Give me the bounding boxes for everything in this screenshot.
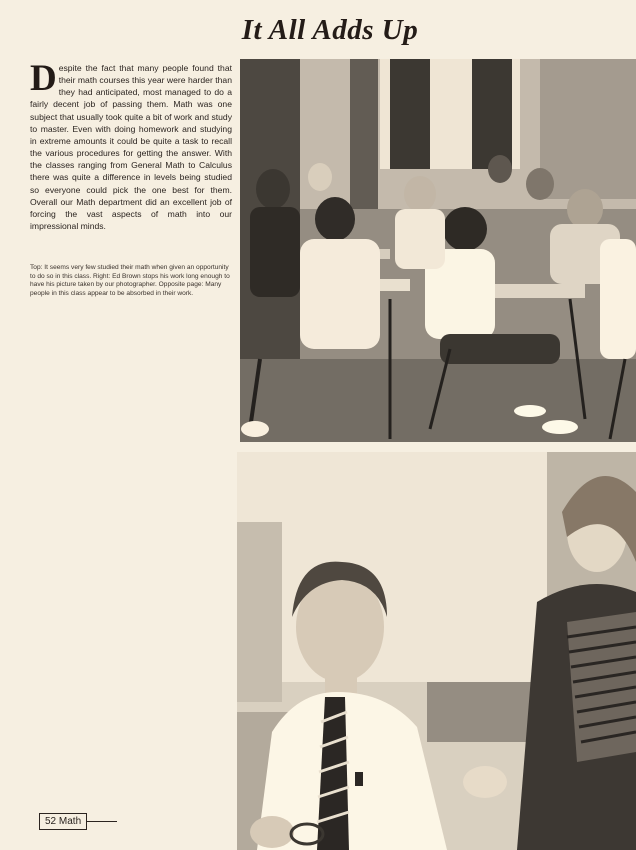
drop-cap: D [30, 58, 57, 99]
body-text [30, 58, 232, 232]
teacher-portrait-image [237, 452, 636, 850]
body-paragraph: espite the fact that many people found that their math courses this year were harder than they had anticipated, most managed to do a fairly decent job of passing them. Math was one subject that usually took quite a bit of work and study to master. Even with doing homework and studying in extreme amounts it could be quite a task to recall the various procedures for getting the answer. With the classes ranging from General Math to Calculus there was quite a difference in levels being studied so everyone could pick the one best for them. Overall our Math department did an excellent job of forcing the vast aspects of math into our impressional minds. [30, 63, 232, 232]
page-folio [39, 811, 117, 832]
teacher-portrait-photo [237, 452, 636, 850]
folio-label [39, 813, 87, 830]
folio-section-name: Math [58, 816, 82, 827]
folio-page-number: 52 [45, 816, 57, 827]
photo-caption: Top: It seems very few studied their math when given an opportunity to do so in this class. Right: Ed Brown stops his work long enough to have his picture taken by our photographer. Opposite page: Many people in this class appear to be absorbed in their work. [30, 264, 230, 297]
page-title: It All Adds Up [241, 14, 419, 46]
folio-rule [87, 821, 117, 822]
classroom-photo-image [240, 59, 636, 442]
classroom-photo [240, 59, 636, 442]
